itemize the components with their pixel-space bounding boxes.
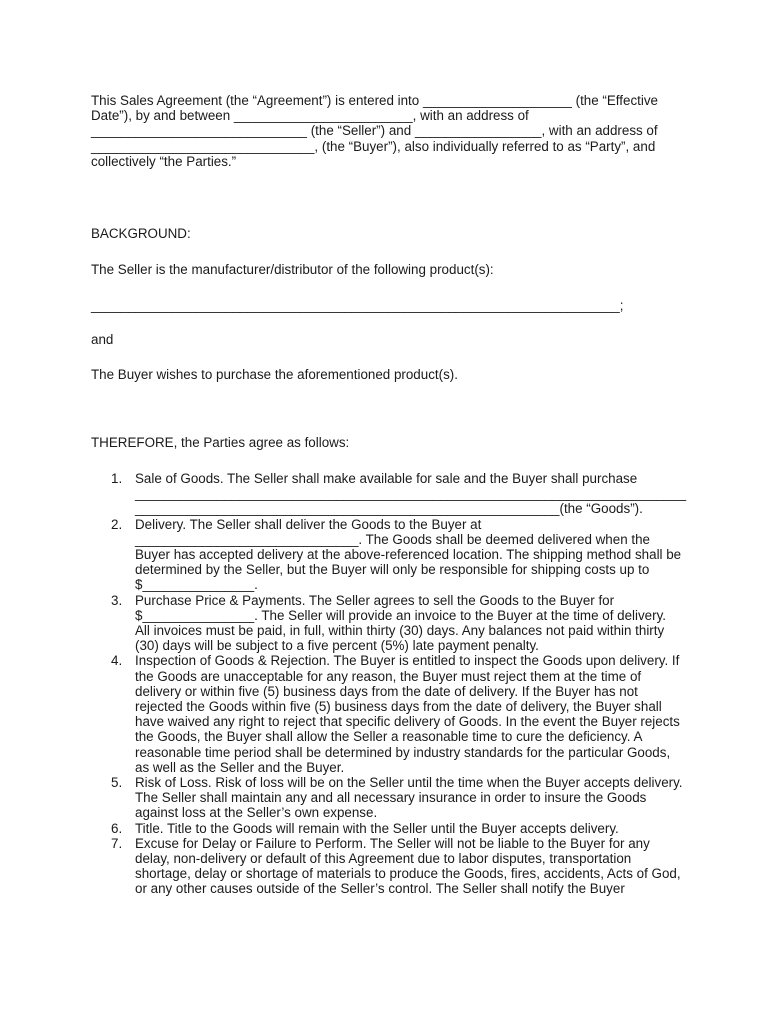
clause-line: delivery or within five (5) business days from the date of delivery. If the Buyer has not xyxy=(135,683,638,699)
clause-number: 6. xyxy=(111,820,123,836)
clause-item xyxy=(91,593,681,654)
seller-statement: The Seller is the manufacturer/distributor of the following product(s): xyxy=(91,262,494,277)
clause-number: 1. xyxy=(111,471,123,486)
background-heading: BACKGROUND: xyxy=(91,226,191,241)
clause-line: reasonable time period shall be determined by industry standards for the particular Goods, xyxy=(135,744,671,760)
clause-line: delay, non-delivery or default of this Agreement due to labor disputes, transportation xyxy=(135,851,632,867)
intro-line: collectively “the Parties.” xyxy=(91,153,237,169)
clause-number: 3. xyxy=(111,592,123,608)
clause-line: Buyer has accepted delivery at the above-referenced location. The shipping method shall be xyxy=(135,547,682,563)
clause-number: 7. xyxy=(111,835,123,851)
clause-line: determined by the Seller, but the Buyer will only be responsible for shipping costs up to xyxy=(135,562,650,578)
clause-line: Purchase Price & Payments. The Seller agrees to sell the Goods to the Buyer for xyxy=(135,592,615,608)
intro-paragraph xyxy=(91,93,676,169)
clause-line: $_______________. The Seller will provide an invoice to the Buyer at the time of delivery. xyxy=(135,607,666,623)
clause-line: The Seller shall maintain any and all necessary insurance in order to insure the Goods xyxy=(135,790,647,806)
clause-item xyxy=(91,517,681,593)
clause-line: shortage, delay or shortage of materials to produce the Goods, fires, accidents, Acts of God, xyxy=(135,866,681,882)
clause-item xyxy=(91,653,681,775)
clause-line: $_______________. xyxy=(135,577,258,593)
and-text: and xyxy=(91,332,114,347)
clause-line: have waived any right to reject that specific delivery of Goods. In the event the Buyer rejects xyxy=(135,714,680,730)
clause-line: All invoices must be paid, in full, within thirty (30) days. Any balances not paid within thirty xyxy=(135,623,665,639)
intro-line: _____________________________ (the “Seller”) and _________________, with an address of xyxy=(91,123,658,139)
clause-line: or any other causes outside of the Seller’s control. The Seller shall notify the Buyer xyxy=(135,881,625,897)
clauses-list xyxy=(91,471,687,897)
therefore-heading: THEREFORE, the Parties agree as follows: xyxy=(91,435,350,450)
intro-line: This Sales Agreement (the “Agreement”) is entered into ____________________ (the “Effective xyxy=(91,93,658,108)
clause-number: 2. xyxy=(111,516,123,532)
clause-item xyxy=(91,836,681,897)
clause-line: Inspection of Goods & Rejection. The Buyer is entitled to inspect the Goods upon delivery. If xyxy=(135,653,680,669)
clause-line: the Goods are unacceptable for any reason, the Buyer must reject them at the time of xyxy=(135,668,642,684)
clause-line: Sale of Goods. The Seller shall make available for sale and the Buyer shall purchase xyxy=(135,471,638,486)
clause-line: rejected the Goods within five (5) business days from the date of delivery, the Buyer shall xyxy=(135,699,662,715)
clause-number: 4. xyxy=(111,653,123,669)
clause-line: against loss at the Seller’s own expense. xyxy=(135,805,378,821)
clause-line: __________________________________________________________________________ xyxy=(135,486,687,502)
clause-line: Title. Title to the Goods will remain with the Seller until the Buyer accepts delivery. xyxy=(135,820,619,836)
clause-line: ______________________________. The Goods shall be deemed delivered when the xyxy=(135,531,650,547)
clause-number: 5. xyxy=(111,775,123,791)
intro-line: ______________________________, (the “Buyer”), also individually referred to as “Party”, and xyxy=(91,138,656,154)
clause-line: _________________________________________________________(the “Goods”). xyxy=(135,501,643,517)
clause-item xyxy=(91,471,687,517)
clause-line: Excuse for Delay or Failure to Perform. The Seller will not be liable to the Buyer for any xyxy=(135,835,650,851)
clause-line: Delivery. The Seller shall deliver the Goods to the Buyer at xyxy=(135,516,482,532)
clause-item xyxy=(91,821,681,836)
product-blank-line: _______________________________________________________________________; xyxy=(91,298,624,313)
clause-line: Risk of Loss. Risk of loss will be on the Seller until the time when the Buyer accepts delivery. xyxy=(135,775,683,791)
buyer-statement: The Buyer wishes to purchase the aforementioned product(s). xyxy=(91,367,458,382)
clause-item xyxy=(91,775,681,821)
clause-line: as well as the Seller and the Buyer. xyxy=(135,759,345,775)
clause-line: (30) days will be subject to a five percent (5%) late payment penalty. xyxy=(135,638,539,654)
intro-line: Date”), by and between ________________________, with an address of xyxy=(91,108,529,124)
clause-line: the Goods, the Buyer shall allow the Seller a reasonable time to cure the deficiency. A xyxy=(135,729,643,745)
